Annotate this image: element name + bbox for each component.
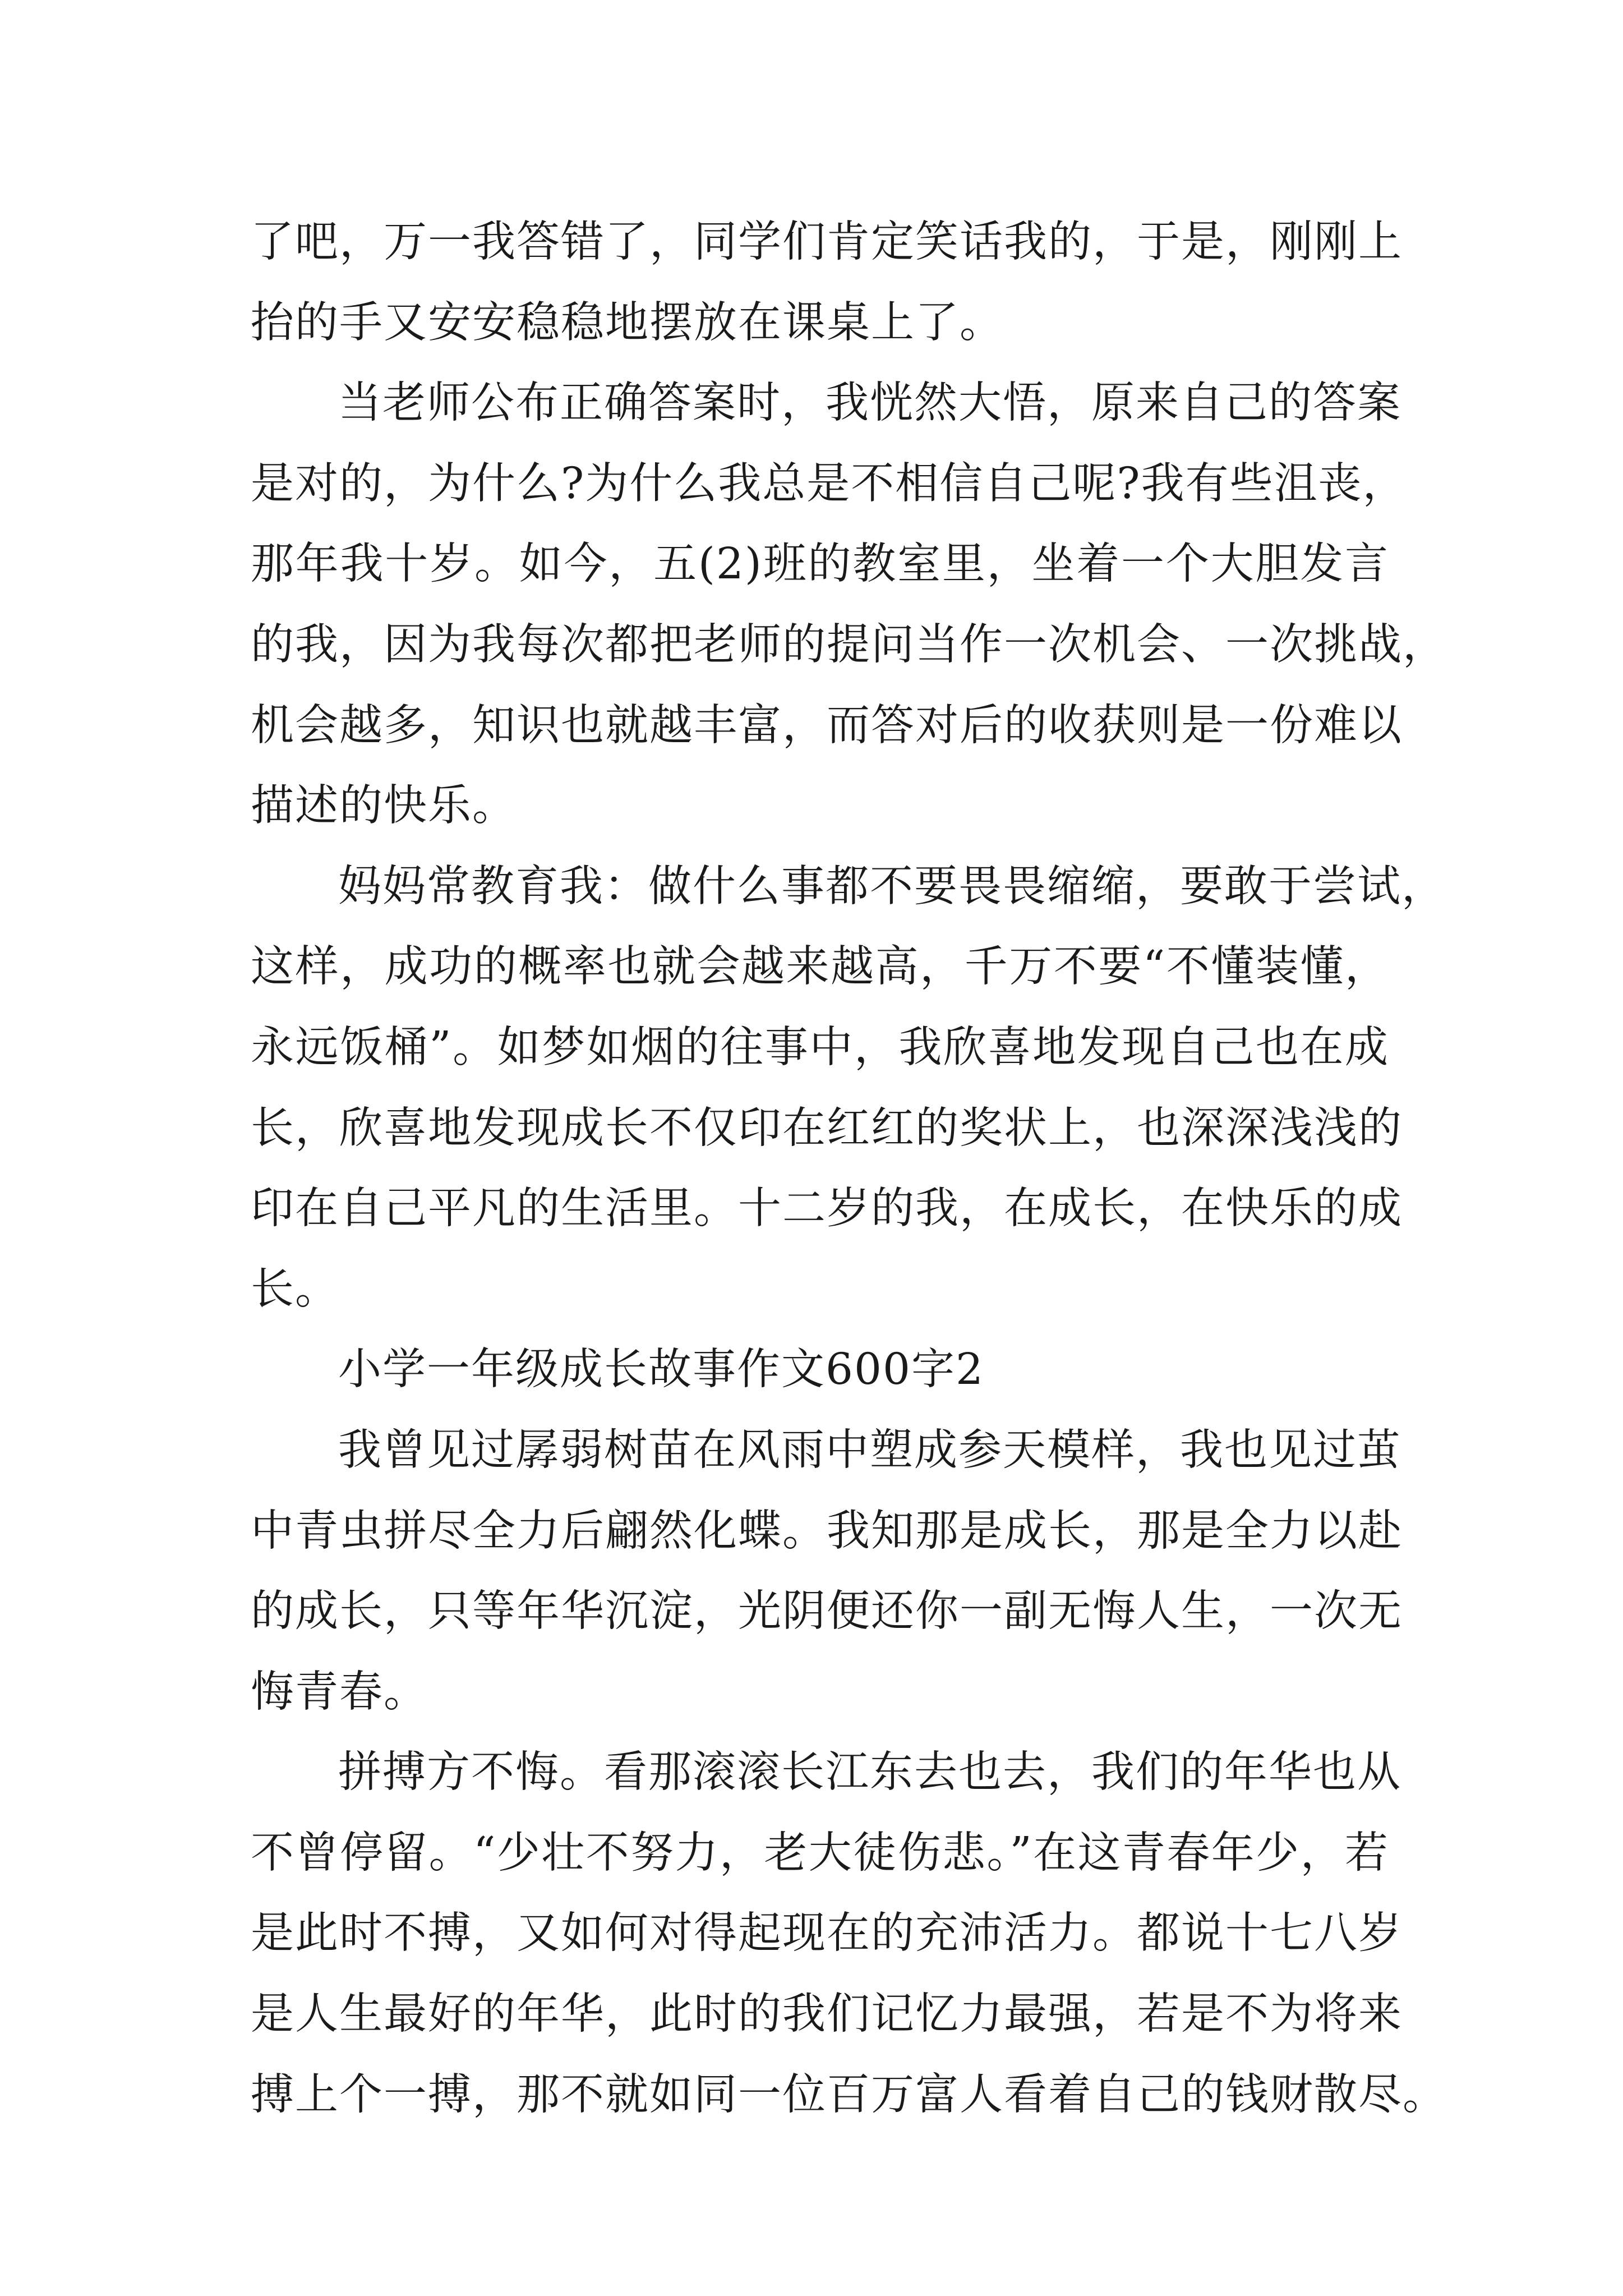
text-line: 长，欣喜地发现成长不仅印在红红的奖状上，也深深浅浅的	[251, 1103, 1403, 1153]
document-body	[251, 202, 1447, 2135]
section-heading: 小学一年级成长故事作文600字2	[338, 1345, 984, 1395]
text-line: 描述的快乐。	[251, 781, 517, 831]
text-line: 印在自己平凡的生活里。十二岁的我，在成长，在快乐的成	[251, 1184, 1403, 1234]
text-line: 是人生最好的年华，此时的我们记忆力最强，若是不为将来	[251, 1989, 1403, 2040]
text-line: 的成长，只等年华沉淀，光阴便还你一副无悔人生，一次无	[251, 1586, 1403, 1637]
text-line: 中青虫拼尽全力后翩然化蝶。我知那是成长，那是全力以赴	[251, 1506, 1403, 1556]
text-line: 是此时不搏，又如何对得起现在的充沛活力。都说十七八岁	[251, 1908, 1403, 1959]
paragraph-first-line: 拼搏方不悔。看那滚滚长江东去也去，我们的年华也从	[338, 1747, 1401, 1798]
text-line: 搏上个一搏，那不就如同一位百万富人看着自己的钱财散尽。	[251, 2069, 1447, 2120]
paragraph-first-line: 当老师公布正确答案时，我恍然大悟，原来自己的答案	[338, 378, 1401, 429]
text-line: 机会越多，知识也就越丰富，而答对后的收获则是一份难以	[251, 700, 1403, 751]
text-line: 那年我十岁。如今，五(2)班的教室里，坐着一个大胆发言	[251, 539, 1389, 590]
paragraph-first-line: 我曾见过孱弱树苗在风雨中塑成参天模样，我也见过茧	[338, 1425, 1401, 1475]
text-line: 永远饭桶”。如梦如烟的往事中，我欣喜地发现自己也在成	[251, 1022, 1389, 1073]
text-line: 长。	[251, 1264, 339, 1314]
text-line: 抬的手又安安稳稳地摆放在课桌上了。	[251, 297, 1004, 348]
text-line: 不曾停留。“少壮不努力，老大徒伤悲。”在这青春年少，若	[251, 1828, 1389, 1878]
text-line: 悔青春。	[251, 1667, 428, 1717]
text-line: 这样，成功的概率也就会越来越高，千万不要“不懂装懂，	[251, 942, 1389, 992]
paragraph-first-line: 妈妈常教育我：做什么事都不要畏畏缩缩，要敢于尝试，	[338, 861, 1446, 912]
text-line: 的我，因为我每次都把老师的提问当作一次机会、一次挑战，	[251, 619, 1447, 670]
text-line: 了吧，万一我答错了，同学们肯定笑话我的，于是，刚刚上	[251, 217, 1403, 267]
text-line: 是对的，为什么?为什么我总是不相信自己呢?我有些沮丧，	[251, 458, 1407, 509]
